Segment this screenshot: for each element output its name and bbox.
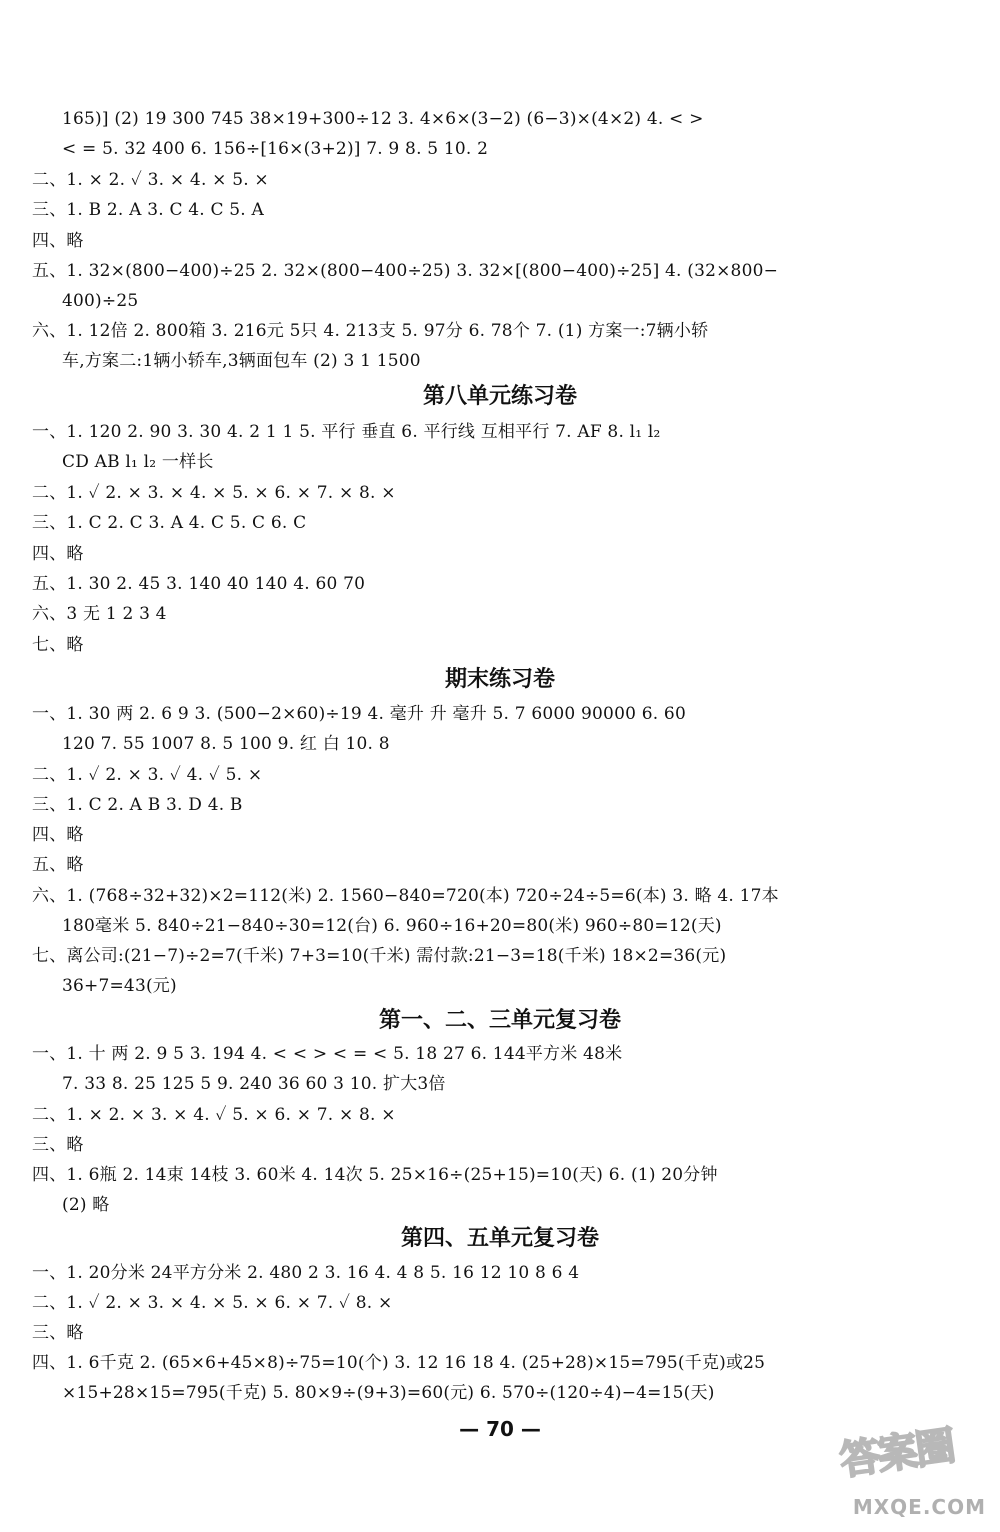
answer-line: 四、1. 6千克 2. (65×6+45×8)÷75=10(个) 3. 12 16 18 4. (25+28)×15=795(千克)或25 [32,1353,766,1373]
answer-line: 五、略 [32,855,84,875]
answer-line: 三、略 [32,1323,84,1343]
section-heading-unit-8: 第八单元练习卷 [422,384,577,409]
section-heading-final-exam: 期末练习卷 [444,667,555,692]
answer-line: < = 5. 32 400 6. 156÷[16×(3+2)] 7. 9 8. 5 10. 2 [62,139,489,159]
answer-line: 一、1. 20分米 24平方分米 2. 480 2 3. 16 4. 4 8 5. 16 12 10 8 6 4 [32,1263,580,1283]
answer-line: 四、略 [32,231,84,251]
answer-line: 一、1. 120 2. 90 3. 30 4. 2 1 1 5. 平行 垂直 6. 平行线 互相平行 7. AF 8. l₁ l₂ [32,422,661,442]
answer-line: 七、略 [32,635,84,655]
answer-line: 六、3 无 1 2 3 4 [32,604,167,624]
answer-line: 车,方案二:1辆小轿车,3辆面包车 (2) 3 1 1500 [62,351,421,371]
answer-line: 四、1. 6瓶 2. 14束 14枝 3. 60米 4. 14次 5. 25×16÷(25+15)=10(天) 6. (1) 20分钟 [32,1165,718,1185]
section-heading-units-4-5: 第四、五单元复习卷 [400,1226,599,1251]
answer-line: 180毫米 5. 840÷21−840÷30=12(台) 6. 960÷16+20=80(米) 960÷80=12(天) [62,916,722,936]
watermark-domain: MXQE.COM [852,1495,986,1519]
answer-line: 一、1. 30 两 2. 6 9 3. (500−2×60)÷19 4. 毫升 升 毫升 5. 7 6000 90000 6. 60 [32,704,686,724]
answer-line: 四、略 [32,825,84,845]
watermark-logo [836,1423,986,1526]
answer-line: 二、1. × 2. ✓ 3. × 4. × 5. × [32,170,269,190]
answer-line: 六、1. (768÷32+32)×2=112(米) 2. 1560−840=720(本) 720÷24÷5=6(本) 3. 略 4. 17本 [32,886,779,906]
answer-line: 五、1. 32×(800−400)÷25 2. 32×(800−400÷25) 3. 32×[(800−400)÷25] 4. (32×800− [32,261,779,281]
answer-line: (2) 略 [62,1195,110,1215]
section-heading-units-1-3: 第一、二、三单元复习卷 [378,1008,621,1033]
answer-line: 二、1. ✓ 2. × 3. × 4. × 5. × 6. × 7. ✓ 8. × [32,1293,393,1313]
answer-line: ×15+28×15=795(千克) 5. 80×9÷(9+3)=60(元) 6. 570÷(120÷4)−4=15(天) [62,1383,715,1403]
answer-line: 165)] (2) 19 300 745 38×19+300÷12 3. 4×6×(3−2) (6−3)×(4×2) 4. < > [62,109,704,129]
page-number: — 70 — [459,1417,541,1441]
answer-line: 三、略 [32,1135,84,1155]
watermark-chars: 答案圈 [837,1423,957,1485]
answer-line: 四、略 [32,544,84,564]
answer-line: CD AB l₁ l₂ 一样长 [62,452,214,472]
answer-line: 二、1. ✓ 2. × 3. ✓ 4. ✓ 5. × [32,765,263,785]
answer-line: 二、1. ✓ 2. × 3. × 4. × 5. × 6. × 7. × 8. × [32,483,396,503]
answer-line: 三、1. B 2. A 3. C 4. C 5. A [32,200,264,220]
answer-line: 一、1. 十 两 2. 9 5 3. 194 4. < < > < = < 5. 18 27 6. 144平方米 48米 [32,1044,623,1064]
answer-line: 三、1. C 2. A B 3. D 4. B [32,795,243,815]
answer-line: 七、离公司:(21−7)÷2=7(千米) 7+3=10(千米) 需付款:21−3=18(千米) 18×2=36(元) [32,946,727,966]
answer-line: 7. 33 8. 25 125 5 9. 240 36 60 3 10. 扩大3倍 [62,1074,446,1094]
answer-line: 36+7=43(元) [62,976,177,996]
answer-line: 三、1. C 2. C 3. A 4. C 5. C 6. C [32,513,307,533]
answer-line: 六、1. 12倍 2. 800箱 3. 216元 5只 4. 213支 5. 97分 6. 78个 7. (1) 方案一:7辆小轿 [32,321,709,341]
answer-line: 五、1. 30 2. 45 3. 140 40 140 4. 60 70 [32,574,366,594]
answer-line: 120 7. 55 1007 8. 5 100 9. 红 白 10. 8 [62,734,390,754]
answer-line: 二、1. × 2. × 3. × 4. ✓ 5. × 6. × 7. × 8. × [32,1105,396,1125]
answer-line: 400)÷25 [62,291,139,311]
